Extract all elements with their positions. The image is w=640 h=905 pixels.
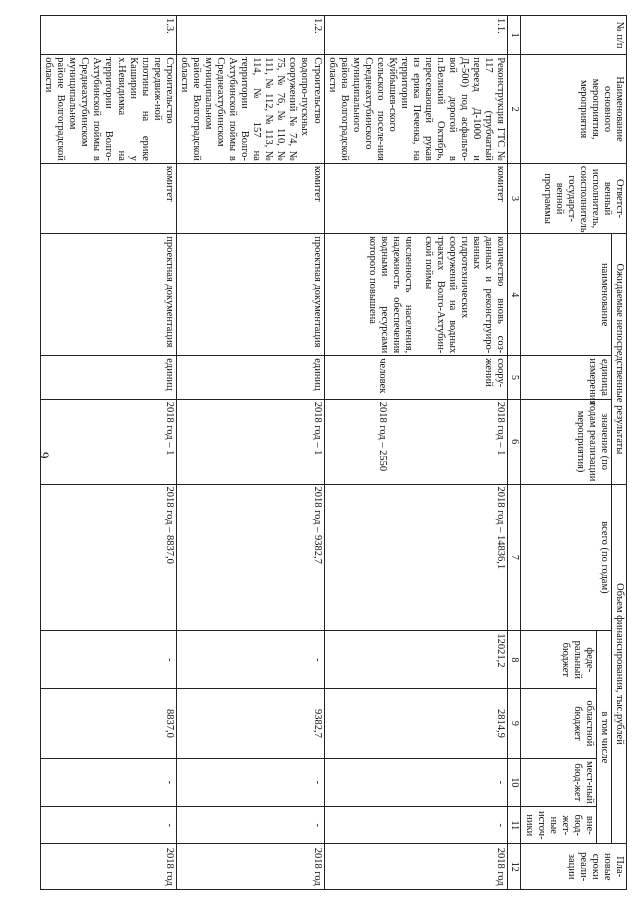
header-expected-results: Ожидаемые непосредственные результаты [611,234,626,484]
row-name: Реконструкция ГТС № 117 (трубчатый переезд Д-1000 и Д-500) под асфальто-вой дорогой в п.Великий Октябрь, пересекающей рукав из ерика Печенка, на территории Куйбышев-ского сельского поселе-ния Среднеахтубинского муниципального района Волгоградской области [324,55,508,164]
header-result-value: значение (по годам реализации мероприятия) [521,399,611,484]
row-other: - [324,807,508,844]
row-num: 1.3. [41,16,177,55]
row-executor: комитет [41,163,177,233]
col-number: 9 [508,689,521,758]
header-regional: областной бюджет [521,689,596,758]
result-name: количество вновь соз-данных и реконструиро-ванных гидротехнических сооружений на водных трактах Волго-Ахтубин-ской поймы [423,236,507,354]
table-row [176,16,324,890]
col-number: 12 [508,844,521,890]
col-number: 6 [508,399,521,484]
result-value: 2018 год – 1 [495,401,507,456]
row-regional: 9382,7 [176,689,324,758]
result-unit: человек [377,358,389,394]
result-name: проектная документация [176,234,324,356]
row-executor: комитет [324,163,508,233]
header-result-unit: единица измерения [521,356,611,399]
col-number: 11 [508,807,521,844]
row-local: - [41,758,177,807]
header-period: Пла-новые сроки реали-зации [521,844,627,890]
row-num: 1.2. [176,16,324,55]
row-total: 2018 год – 9382,7 [176,484,324,631]
result-value: 2018 год – 1 [176,399,324,484]
row-federal: 12021,2 [324,631,508,689]
row-result-names [324,234,508,356]
row-federal: - [41,631,177,689]
row-federal: - [176,631,324,689]
result-name: проектная документация [41,234,177,356]
row-local: - [324,758,508,807]
header-federal: феде-ральный бюджет [521,631,596,689]
col-number: 5 [508,356,521,399]
row-result-units [324,356,508,399]
col-number: 1 [508,16,521,55]
row-name: Строительство водопро-пускных сооружений № 74, № 75, № 76, № 110, № 111, № 112, № 113, № 114, № 157 на территории Волго-Ахтубинской поймы в Среднеахтубинском муниципальном районе Волгоградской области [176,55,324,164]
col-number: 10 [508,758,521,807]
result-value: 2018 год – 1 [41,399,177,484]
col-number: 8 [508,631,521,689]
row-period: 2018 год [176,844,324,890]
row-period: 2018 год [41,844,177,890]
row-total: 2018 год – 14836,1 [324,484,508,631]
col-number: 4 [508,234,521,356]
header-num: № п/п [521,16,627,55]
row-num: 1.1. [324,16,508,55]
header-fin-total: всего (по годам) [521,484,611,631]
page-number: 9 [37,452,52,459]
result-unit: соору-жений [483,358,507,388]
row-total: 2018 год – 8837,0 [41,484,177,631]
header-local: мест-ный бюд-жет [521,758,596,807]
row-period: 2018 год [324,844,508,890]
row-other: - [176,807,324,844]
column-numbers-row [508,16,521,890]
header-financing: Объем финансирования, тыс.рублей [611,484,626,844]
program-table [40,15,627,890]
row-regional: 2814,9 [324,689,508,758]
row-local: - [176,758,324,807]
result-unit: единиц [176,356,324,399]
rotated-table-container [43,15,627,890]
row-other: - [41,807,177,844]
header-row-1 [611,16,626,890]
result-value: 2018 год – 2550 [377,401,389,472]
row-regional: 8837,0 [41,689,177,758]
col-number: 2 [508,55,521,164]
header-name: Наименование основного мероприятия, мероприятия [521,55,627,164]
header-result-name: наименование [521,234,611,356]
row-result-values [324,399,508,484]
result-name: численность населения, надежность обеспечения водными ресурсами которого повышена [366,236,415,354]
col-number: 3 [508,163,521,233]
row-name: Строительство передвиж-ной плотины на ерике Каширин у х.Невидимка на территории Волго-Ахтубинской поймы в Среднеахтубинском муниципальном районе Волгоградской области [41,55,177,164]
header-executor: Ответст-венный исполнитель, соисполнитель государст-венной программы [521,163,627,233]
col-number: 7 [508,484,521,631]
row-executor: комитет [176,163,324,233]
header-including: в том числе [596,631,611,844]
table-row [324,16,508,890]
header-other: вне-бюд-жет-ные источ-ники [521,807,596,844]
table-row [41,16,177,890]
result-unit: единиц [41,356,177,399]
